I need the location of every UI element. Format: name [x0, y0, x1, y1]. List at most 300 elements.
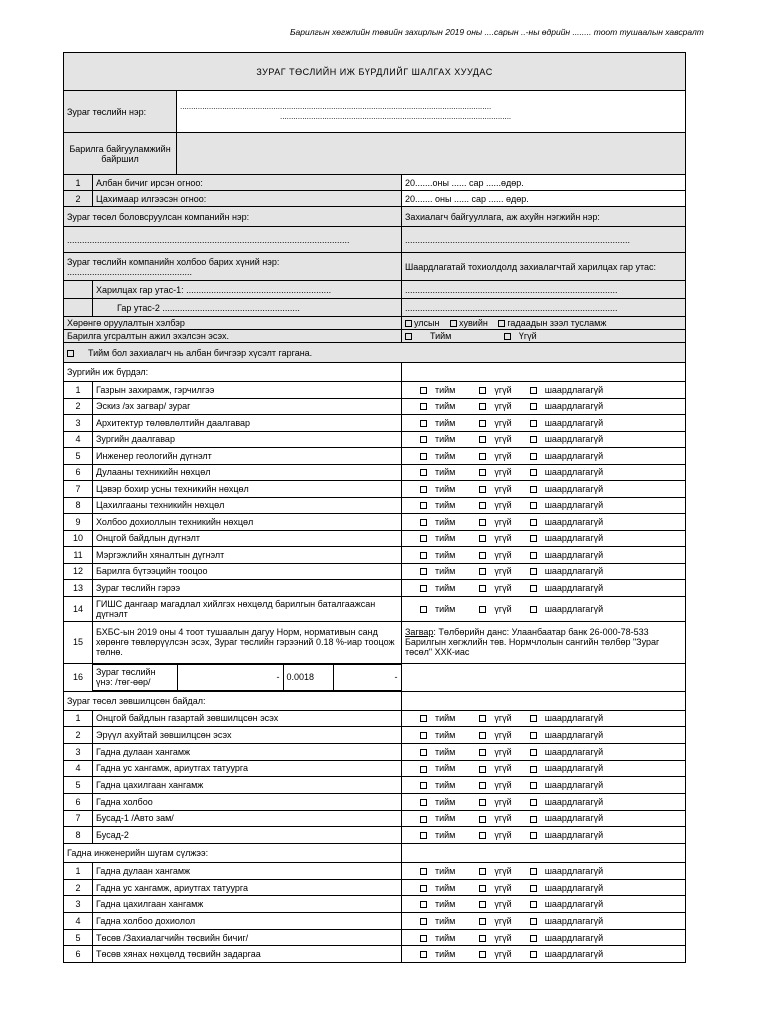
section1-row-label: Архитектур төлөвлөлтийн даалгавар: [93, 415, 402, 432]
section1-row-num: 2: [64, 398, 93, 415]
section1-row-options[interactable]: [402, 448, 686, 465]
checkbox-yes[interactable]: [420, 766, 427, 773]
row15-num: 15: [64, 621, 93, 663]
section3-row-options[interactable]: [402, 946, 686, 963]
option-na-label: шаардлагагүй: [544, 500, 604, 511]
checkbox-yes[interactable]: [420, 918, 427, 925]
section1-row-options[interactable]: [402, 382, 686, 399]
option-no-label: үгүй: [494, 780, 512, 791]
option-no-label: үгүй: [494, 746, 512, 757]
section1-row-num: 12: [64, 563, 93, 580]
section2-row-label: Гадна ус хангамж, ариутгах татуурга: [93, 760, 402, 777]
row2-num: 2: [64, 191, 93, 207]
option-na-label: шаардлагагүй: [544, 865, 604, 876]
checkbox-no[interactable]: [479, 502, 486, 509]
row15-sample: [402, 621, 686, 663]
table-row: [64, 810, 686, 827]
row15-sample-text: : Төлбөрийн данс: Улаанбаатар банк 26-000-78-533 Барилгын хөгжлийн төв. Нормчлолын сангийн төлбөр "Зураг төсөл" ХХК-иас: [405, 627, 660, 657]
section1-row-options[interactable]: [402, 431, 686, 448]
option-yes-label: тийм: [435, 796, 456, 807]
option-yes-label: тийм: [435, 949, 456, 960]
checkbox-yes[interactable]: [420, 552, 427, 559]
option-no-label: үгүй: [494, 384, 512, 395]
section3-title-blank: [402, 844, 686, 863]
checkbox-no[interactable]: [479, 816, 486, 823]
option-na-label: шаардлагагүй: [544, 899, 604, 910]
row16-value2[interactable]: -: [333, 664, 401, 690]
row2-label: Цахимаар илгээсэн огноо:: [93, 191, 402, 207]
checkbox-yes[interactable]: [420, 732, 427, 739]
construction-opt-no: Үгүй: [518, 331, 537, 341]
project-name-field[interactable]: [177, 91, 686, 133]
project-name-dots-2: ........................................................................................................: [280, 111, 512, 121]
checkbox-yes[interactable]: [420, 782, 427, 789]
row1-value[interactable]: 20.......оны ...... сар ......өдөр.: [402, 175, 686, 191]
section2-row-num: 3: [64, 743, 93, 760]
section2-title: Зураг төсөл зөвшилцсөн байдал:: [64, 691, 402, 710]
checkbox-na[interactable]: [530, 832, 537, 839]
funding-opt-foreign: гадаадын зээл тусламж: [507, 318, 607, 328]
phone2-field[interactable]: .....................................................................................: [402, 299, 686, 317]
section2-title-blank: [402, 691, 686, 710]
row15-text: БХБС-ын 2019 оны 4 тоот тушаалын дагуу Норм, нормативын санд хөрөнгө төвлөрүүлсэн эсэх, Зураг төслийн гэрээний 0.18 %-иар тооцож төлнө.: [93, 621, 402, 663]
checkbox-na[interactable]: [530, 502, 537, 509]
section3-row-label: Төсөв хянах нөхцөлд төсвийн задаргаа: [93, 946, 402, 963]
section3-title: Гадна инженерийн шугам сүлжээ:: [64, 844, 402, 863]
checkbox-yes[interactable]: [420, 387, 427, 394]
checkbox-na[interactable]: [530, 799, 537, 806]
option-na-label: шаардлагагүй: [544, 516, 604, 527]
checkbox-na[interactable]: [530, 469, 537, 476]
checkbox-na[interactable]: [530, 585, 537, 592]
option-yes-label: тийм: [435, 500, 456, 511]
option-yes-label: тийм: [435, 434, 456, 445]
section3-row-num: 4: [64, 913, 93, 930]
section1-row-num: 10: [64, 530, 93, 547]
checkbox-na[interactable]: [530, 420, 537, 427]
checkbox-na[interactable]: [530, 453, 537, 460]
section2-row-label: Бусад-2: [93, 827, 402, 844]
row15: [64, 621, 686, 663]
checkbox-yes[interactable]: [420, 749, 427, 756]
option-yes-label: тийм: [435, 865, 456, 876]
checkbox-na[interactable]: [530, 951, 537, 958]
section3-row-options[interactable]: [402, 879, 686, 896]
option-yes-label: тийм: [435, 915, 456, 926]
section3-row-options[interactable]: [402, 896, 686, 913]
section2-row-num: 8: [64, 827, 93, 844]
option-yes-label: тийм: [435, 899, 456, 910]
section2-row-options[interactable]: [402, 777, 686, 794]
option-yes-label: тийм: [435, 813, 456, 824]
table-row: [64, 827, 686, 844]
option-na-label: шаардлагагүй: [544, 746, 604, 757]
phone1-label[interactable]: Харилцах гар утас-1: ..........................................................: [93, 281, 402, 299]
checkbox-yes[interactable]: [420, 502, 427, 509]
option-no-label: үгүй: [494, 566, 512, 577]
checkbox-yes[interactable]: [420, 951, 427, 958]
option-na-label: шаардлагагүй: [544, 417, 604, 428]
checkbox-na[interactable]: [530, 901, 537, 908]
section3-row-label: Төсөв /Захиалагчийн төсвийн бичиг/: [93, 929, 402, 946]
checkbox-foreign[interactable]: [498, 320, 505, 327]
checkbox-no[interactable]: [479, 403, 486, 410]
table-row: [64, 530, 686, 547]
option-no-label: үгүй: [494, 467, 512, 478]
contact-client-label: Шаардлагатай тохиолдолд захиалагчтай харилцах гар утас:: [402, 253, 686, 281]
section1-row-options[interactable]: [402, 547, 686, 564]
checkbox-no[interactable]: [479, 486, 486, 493]
section1-row-num: 1: [64, 382, 93, 399]
table-row: [64, 415, 686, 432]
checkbox-na[interactable]: [530, 935, 537, 942]
section3-row-options[interactable]: [402, 863, 686, 880]
checkbox-no[interactable]: [479, 535, 486, 542]
section2-row-num: 5: [64, 777, 93, 794]
section2-row-label: Гадна холбоо: [93, 793, 402, 810]
location-label: Барилга байгууламжийн байршил: [64, 133, 177, 175]
table-row: [64, 863, 686, 880]
option-no-label: үгүй: [494, 882, 512, 893]
option-no-label: үгүй: [494, 516, 512, 527]
row16-num: 16: [64, 663, 93, 691]
row2-value[interactable]: 20....... оны ...... сар ...... өдөр.: [402, 191, 686, 207]
option-no-label: үгүй: [494, 830, 512, 841]
checkbox-na[interactable]: [530, 568, 537, 575]
option-na-label: шаардлагагүй: [544, 763, 604, 774]
checkbox-no[interactable]: [479, 453, 486, 460]
option-no-label: үгүй: [494, 582, 512, 593]
checkbox-yes[interactable]: [420, 885, 427, 892]
section3-row-label: Гадна дулаан хангамж: [93, 863, 402, 880]
project-name-dots-1: ............................................................................................................................................: [180, 101, 492, 111]
row16-blank: [402, 663, 686, 691]
table-row: [64, 431, 686, 448]
checkbox-no[interactable]: [479, 606, 486, 613]
checkbox-na[interactable]: [530, 403, 537, 410]
row1-num: 1: [64, 175, 93, 191]
checkbox-no[interactable]: [479, 436, 486, 443]
checkbox-na[interactable]: [530, 732, 537, 739]
checkbox-na[interactable]: [530, 535, 537, 542]
checkbox-na[interactable]: [530, 749, 537, 756]
checkbox-yes[interactable]: [405, 333, 412, 340]
yes-note-text: Тийм бол захиалагч нь албан бичгээр хүсэлт гаргана.: [88, 347, 313, 358]
section1-title-blank: [402, 363, 686, 382]
checkbox-private[interactable]: [450, 320, 457, 327]
option-na-label: шаардлагагүй: [544, 450, 604, 461]
section3-row-num: 3: [64, 896, 93, 913]
page-title: ЗУРАГ ТӨСЛИЙН ИЖ БҮРДЛИЙГ ШАЛГАХ ХУУДАС: [64, 53, 686, 91]
section1-row-label: Цэвэр бохир усны техникийн нөхцөл: [93, 481, 402, 498]
option-no-label: үгүй: [494, 549, 512, 560]
checkbox-na[interactable]: [530, 606, 537, 613]
checkbox-na[interactable]: [530, 486, 537, 493]
table-row: [64, 448, 686, 465]
section1-row-options[interactable]: [402, 563, 686, 580]
section1-row-options[interactable]: [402, 464, 686, 481]
checkbox-yes[interactable]: [420, 453, 427, 460]
phone2-label[interactable]: Гар утас-2 .......................................................: [93, 299, 402, 317]
checkbox-no[interactable]: [479, 799, 486, 806]
checkbox-na[interactable]: [530, 715, 537, 722]
section2-row-num: 7: [64, 810, 93, 827]
checkbox-na[interactable]: [530, 885, 537, 892]
row16-rate: 0.0018: [283, 664, 333, 690]
row16-inner: [93, 664, 402, 691]
table-row: [64, 563, 686, 580]
checkbox-state[interactable]: [405, 320, 412, 327]
checkbox-no[interactable]: [479, 885, 486, 892]
design-company-field[interactable]: .................................................................................................................: [64, 227, 402, 253]
section2-row-label: Онцгой байдлын газартай зөвшилцсөн эсэх: [93, 710, 402, 727]
table-row: [64, 596, 686, 621]
section2-title-row: [64, 691, 686, 710]
option-na-label: шаардлагагүй: [544, 582, 604, 593]
section1-row-num: 14: [64, 596, 93, 621]
section1-row-label: Дулааны техникийн нөхцөл: [93, 464, 402, 481]
checkbox-yes[interactable]: [420, 606, 427, 613]
checkbox-yes[interactable]: [420, 832, 427, 839]
checkbox-yes[interactable]: [420, 436, 427, 443]
construction-label: Барилга угсралтын ажил эхэлсэн эсэх.: [64, 330, 402, 343]
option-yes-label: тийм: [435, 603, 456, 614]
section1-row-options[interactable]: [402, 481, 686, 498]
funding-label: Хөрөнгө оруулалтын хэлбэр: [64, 317, 402, 330]
section1-row-label: Барилга бүтээцийн тооцоо: [93, 563, 402, 580]
checkbox-yes[interactable]: [420, 585, 427, 592]
table-row: [64, 398, 686, 415]
section3-title-row: [64, 844, 686, 863]
option-na-label: шаардлагагүй: [544, 915, 604, 926]
checkbox-no[interactable]: [479, 868, 486, 875]
table-row: [64, 464, 686, 481]
construction-options[interactable]: [402, 330, 686, 343]
construction-opt-yes: Тийм: [430, 331, 452, 341]
option-no-label: үгүй: [494, 434, 512, 445]
option-no-label: үгүй: [494, 533, 512, 544]
checkbox-na[interactable]: [530, 387, 537, 394]
header-note: Барилгын хөгжлийн төвийн захирлын 2019 оны ....сарын ..-ны өдрийн ........ тоот тушаалын хавсралт: [290, 27, 704, 37]
checkbox-na[interactable]: [530, 519, 537, 526]
section2-row-options[interactable]: [402, 743, 686, 760]
checkbox-no[interactable]: [479, 766, 486, 773]
checkbox-no[interactable]: [479, 901, 486, 908]
checkbox-na[interactable]: [530, 436, 537, 443]
section1-row-options[interactable]: [402, 580, 686, 597]
checkbox-yes[interactable]: [420, 816, 427, 823]
checkbox-na[interactable]: [530, 552, 537, 559]
option-no-label: үгүй: [494, 417, 512, 428]
section1-row-label: Цахилгааны техникийн нөхцөл: [93, 497, 402, 514]
section3-row-num: 6: [64, 946, 93, 963]
checkbox-no[interactable]: [479, 469, 486, 476]
location-field[interactable]: [177, 133, 686, 175]
checkbox-no[interactable]: [479, 568, 486, 575]
option-na-label: шаардлагагүй: [544, 384, 604, 395]
option-na-label: шаардлагагүй: [544, 813, 604, 824]
option-yes-label: тийм: [435, 582, 456, 593]
checkbox-yes-note[interactable]: [67, 350, 74, 357]
table-row: [64, 710, 686, 727]
table-row: [64, 793, 686, 810]
option-na-label: шаардлагагүй: [544, 882, 604, 893]
checkbox-na[interactable]: [530, 766, 537, 773]
checkbox-yes[interactable]: [420, 420, 427, 427]
section2-row-options[interactable]: [402, 793, 686, 810]
section3-row-label: Гадна цахилгаан хангамж: [93, 896, 402, 913]
option-yes-label: тийм: [435, 533, 456, 544]
checkbox-na[interactable]: [530, 868, 537, 875]
option-yes-label: тийм: [435, 713, 456, 724]
table-row: [64, 929, 686, 946]
section1-row-label: ГИШС дангаар магадлал хийлгэх нөхцөлд барилгын баталгаажсан дүгнэлт: [93, 596, 402, 621]
checkbox-yes[interactable]: [420, 403, 427, 410]
checkbox-no[interactable]: [479, 552, 486, 559]
checkbox-no[interactable]: [479, 782, 486, 789]
funding-opt-private: хувийн: [459, 318, 488, 328]
section2-row-label: Гадна дулаан хангамж: [93, 743, 402, 760]
row16-value1[interactable]: -: [177, 664, 283, 690]
funding-options[interactable]: [402, 317, 686, 330]
option-na-label: шаардлагагүй: [544, 796, 604, 807]
option-yes-label: тийм: [435, 467, 456, 478]
checkbox-yes[interactable]: [420, 799, 427, 806]
phone1-field[interactable]: .....................................................................................: [402, 281, 686, 299]
table-row: [64, 497, 686, 514]
section1-row-options[interactable]: [402, 398, 686, 415]
checkbox-yes[interactable]: [420, 486, 427, 493]
checkbox-na[interactable]: [530, 782, 537, 789]
option-no-label: үгүй: [494, 450, 512, 461]
option-yes-label: тийм: [435, 516, 456, 527]
checkbox-no[interactable]: [479, 420, 486, 427]
section3-row-options[interactable]: [402, 913, 686, 930]
checkbox-yes[interactable]: [420, 935, 427, 942]
section1-row-options[interactable]: [402, 415, 686, 432]
option-no-label: үгүй: [494, 730, 512, 741]
section1-row-label: Эскиз /эх загвар/ зураг: [93, 398, 402, 415]
option-no-label: үгүй: [494, 401, 512, 412]
checkbox-na[interactable]: [530, 816, 537, 823]
funding-opt-state: улсын: [414, 318, 440, 328]
checklist-form: [63, 52, 685, 963]
project-name-label: Зураг төслийн нэр:: [64, 91, 177, 133]
design-company-label: Зураг төсөл боловсруулсан компанийн нэр:: [64, 207, 402, 227]
yes-note: [64, 343, 686, 363]
section3-row-label: Гадна ус хангамж, ариутгах татуурга: [93, 879, 402, 896]
option-yes-label: тийм: [435, 882, 456, 893]
checkbox-no[interactable]: [479, 732, 486, 739]
option-no-label: үгүй: [494, 796, 512, 807]
section1-row-options[interactable]: [402, 514, 686, 531]
option-no-label: үгүй: [494, 813, 512, 824]
option-na-label: шаардлагагүй: [544, 830, 604, 841]
table-row: [64, 777, 686, 794]
option-no-label: үгүй: [494, 899, 512, 910]
checkbox-no[interactable]: [479, 519, 486, 526]
option-na-label: шаардлагагүй: [544, 401, 604, 412]
section2-row-options[interactable]: [402, 827, 686, 844]
checkbox-no[interactable]: [479, 585, 486, 592]
option-no-label: үгүй: [494, 932, 512, 943]
section2-row-options[interactable]: [402, 810, 686, 827]
checkbox-yes[interactable]: [420, 519, 427, 526]
section2-row-options[interactable]: [402, 727, 686, 744]
section1-row-options[interactable]: [402, 530, 686, 547]
checkbox-no[interactable]: [479, 715, 486, 722]
section1-title: Зургийн иж бүрдэл:: [64, 363, 402, 382]
checkbox-no[interactable]: [479, 387, 486, 394]
option-yes-label: тийм: [435, 763, 456, 774]
checkbox-na[interactable]: [530, 918, 537, 925]
section1-row-num: 8: [64, 497, 93, 514]
option-na-label: шаардлагагүй: [544, 483, 604, 494]
section1-title-row: [64, 363, 686, 382]
option-no-label: үгүй: [494, 763, 512, 774]
section1-row-num: 11: [64, 547, 93, 564]
section2-row-num: 2: [64, 727, 93, 744]
option-na-label: шаардлагагүй: [544, 549, 604, 560]
table-row: [64, 896, 686, 913]
table-row: [64, 514, 686, 531]
checkbox-no[interactable]: [504, 333, 511, 340]
section1-row-num: 13: [64, 580, 93, 597]
section2-row-num: 4: [64, 760, 93, 777]
section3-row-num: 1: [64, 863, 93, 880]
checkbox-yes[interactable]: [420, 901, 427, 908]
section2-row-options[interactable]: [402, 710, 686, 727]
table-row: [64, 879, 686, 896]
checkbox-no[interactable]: [479, 749, 486, 756]
table-row: [64, 727, 686, 744]
section1-row-options[interactable]: [402, 497, 686, 514]
checkbox-yes[interactable]: [420, 469, 427, 476]
checkbox-no[interactable]: [479, 832, 486, 839]
section2-row-label: Бусад-1 /Авто зам/: [93, 810, 402, 827]
section2-row-label: Гадна цахилгаан хангамж: [93, 777, 402, 794]
client-label: Захиалагч байгууллага, аж ахуйн нэгжийн нэр:: [402, 207, 686, 227]
checkbox-yes[interactable]: [420, 535, 427, 542]
section2-row-options[interactable]: [402, 760, 686, 777]
client-field[interactable]: ..........................................................................................: [402, 227, 686, 253]
checkbox-yes[interactable]: [420, 568, 427, 575]
contact-person-label[interactable]: Зураг төслийн компанийн холбоо барих хүний нэр: ..................................................: [64, 253, 402, 281]
section3-row-label: Гадна холбоо дохиолол: [93, 913, 402, 930]
option-yes-label: тийм: [435, 932, 456, 943]
section1-row-options[interactable]: [402, 596, 686, 621]
checkbox-no[interactable]: [479, 918, 486, 925]
row15-sample-label: Загвар: [405, 627, 434, 637]
option-na-label: шаардлагагүй: [544, 780, 604, 791]
section3-row-options[interactable]: [402, 929, 686, 946]
option-yes-label: тийм: [435, 730, 456, 741]
section1-row-label: Зургийн даалгавар: [93, 431, 402, 448]
table-row: [64, 547, 686, 564]
option-na-label: шаардлагагүй: [544, 566, 604, 577]
checkbox-no[interactable]: [479, 951, 486, 958]
option-yes-label: тийм: [435, 401, 456, 412]
section1-row-num: 5: [64, 448, 93, 465]
option-yes-label: тийм: [435, 549, 456, 560]
section2-row-num: 1: [64, 710, 93, 727]
checkbox-no[interactable]: [479, 935, 486, 942]
option-no-label: үгүй: [494, 949, 512, 960]
option-yes-label: тийм: [435, 566, 456, 577]
checkbox-yes[interactable]: [420, 868, 427, 875]
section1-row-label: Газрын захирамж, гэрчилгээ: [93, 382, 402, 399]
checkbox-yes[interactable]: [420, 715, 427, 722]
